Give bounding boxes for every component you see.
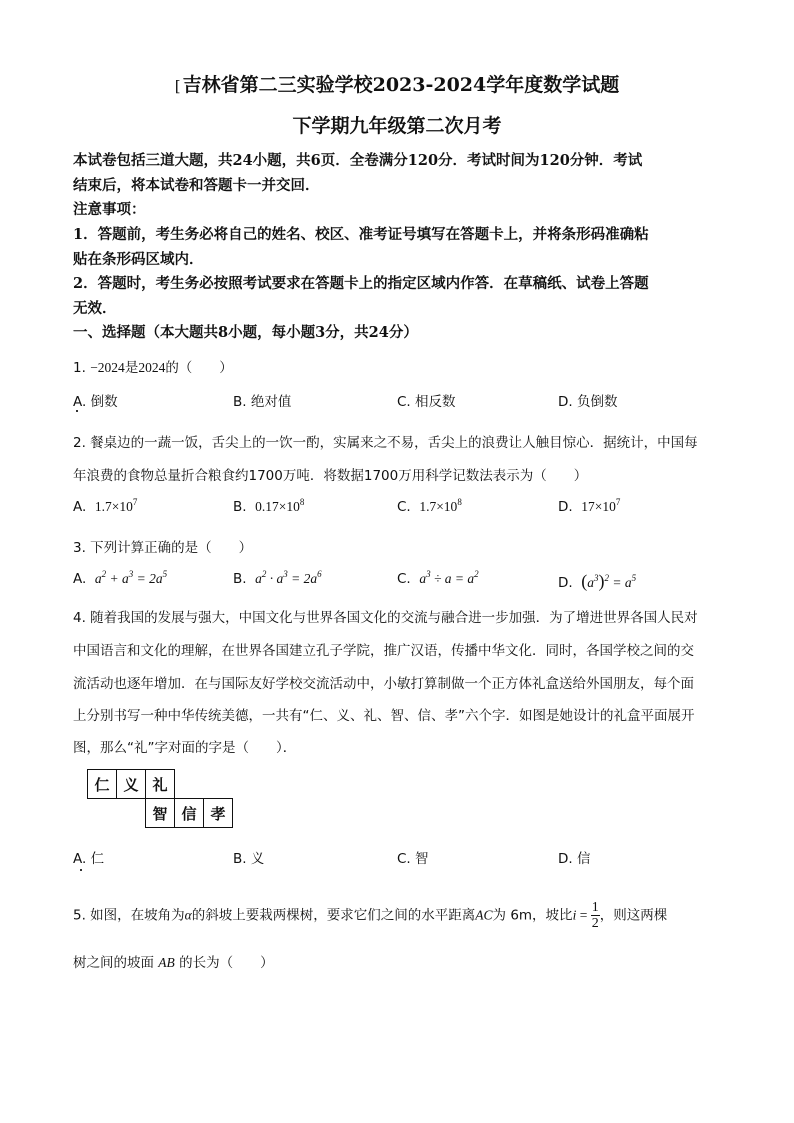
- net-cell-zhi: 智: [145, 798, 175, 828]
- net-cell-xin: 信: [174, 798, 204, 828]
- intro-line2: 结束后，将本试卷和答题卡一并交回．: [73, 177, 320, 194]
- q3-option-a-letter: A.: [73, 571, 87, 587]
- q1-option-c[interactable]: C. 相反数: [397, 394, 456, 410]
- artifact-dot: [76, 410, 78, 412]
- net-cell-xiao: 孝: [203, 798, 233, 828]
- q1-option-b[interactable]: B. 绝对值: [233, 394, 292, 410]
- q4-option-b[interactable]: B. 义: [233, 851, 265, 867]
- q5-ac: AC: [475, 907, 493, 923]
- q2-line1: 2. 餐桌边的一蔬一饭，舌尖上的一饮一酌，实属来之不易，舌尖上的浪费让人触目惊心．据统计，中国每: [73, 435, 698, 451]
- q5-part1: 5. 如图，在坡角为: [73, 907, 185, 924]
- q5-part4: ，则这两棵: [599, 907, 668, 924]
- q4-line3: 流活动也逐年增加．在与国际友好学校交流活动中，小敏打算制做一个正方体礼盒送给外国朋友，每个面: [73, 676, 694, 692]
- q3-option-a-formula: $a^2 + a^3 = 2a^5$: [94, 569, 168, 586]
- q4-option-a[interactable]: A. 仁: [73, 851, 105, 867]
- net-cell-yi: 义: [116, 769, 146, 799]
- q5-line2-b: 的长为（ ）: [179, 955, 274, 971]
- q3-option-b[interactable]: [233, 571, 322, 587]
- q5-ratio-eq: =: [576, 907, 591, 923]
- q2-option-c-base: 1.7×10: [419, 499, 458, 514]
- q3-option-c-formula: $a^3 \div a = a^2$: [419, 569, 479, 586]
- q1-mid: 是: [124, 360, 139, 376]
- q4-line1: 4. 随着我国的发展与强大，中国文化与世界各国文化的交流与融合进一步加强．为了增进世界各国人民对: [73, 610, 698, 626]
- q5-line2-a: 树之间的坡面: [73, 955, 154, 971]
- q3-stem: 3. 下列计算正确的是（ ）: [73, 540, 253, 556]
- net-cell-ren: 仁: [87, 769, 117, 799]
- q1-expr-b: 2024: [138, 360, 166, 375]
- q2-option-a-exp: 7: [132, 497, 138, 507]
- q2-option-d-exp: 7: [615, 497, 621, 507]
- q1-number: 1.: [73, 360, 86, 376]
- q3-option-d-formula: $(a^3)^2 = a^5$: [581, 571, 637, 591]
- title-bracket-mark: [: [174, 77, 181, 95]
- q2-option-a-letter: A.: [73, 499, 87, 515]
- q5-part3: 为 6m，坡比: [492, 907, 573, 924]
- q4-line2: 中国语言和文化的理解，在世界各国建立孔子学院，推广汉语，传播中华文化．同时，各国学校之间的交: [73, 643, 694, 659]
- q2-option-c[interactable]: [397, 499, 462, 515]
- q2-option-a[interactable]: [73, 499, 137, 515]
- q5-line1: [73, 900, 667, 931]
- q1-option-a[interactable]: A. 倒数: [73, 394, 118, 410]
- q5-fraction: [591, 900, 600, 931]
- q4-option-c[interactable]: C. 智: [397, 851, 429, 867]
- q2-option-b-letter: B.: [233, 499, 247, 515]
- q3-option-a[interactable]: [73, 571, 167, 587]
- q3-option-d-letter: D.: [558, 575, 573, 591]
- q5-ratio-var: i: [572, 907, 577, 923]
- q2-option-b[interactable]: [233, 499, 304, 515]
- q3-option-b-letter: B.: [233, 571, 247, 587]
- notice1-line1: 1．答题前，考生务必将自己的姓名、校区、准考证号填写在答题卡上，并将条形码准确粘: [73, 226, 649, 243]
- notice2-line1: 2．答题时，考生务必按照考试要求在答题卡上的指定区域内作答．在草稿纸、试卷上答题: [73, 275, 649, 292]
- q2-option-b-base: 0.17×10: [255, 499, 300, 514]
- q4-option-d[interactable]: D. 信: [558, 851, 591, 867]
- q3-option-c[interactable]: [397, 571, 479, 587]
- net-cell-li: 礼: [145, 769, 175, 799]
- q2-option-d[interactable]: [558, 499, 620, 515]
- notice2-line2: 无效．: [73, 300, 117, 317]
- q1-stem: [73, 356, 233, 376]
- q1-expr-a: −2024: [90, 360, 125, 375]
- q4-line4: 上分别书写一种中华传统美德，一共有“仁、义、礼、智、信、孝”六个字．如图是她设计的礼盒平面展开: [73, 708, 695, 724]
- q5-alpha: α: [184, 907, 192, 923]
- q5-part2: 的斜坡上要栽两棵树，要求它们之间的水平距离: [191, 907, 476, 924]
- q3-option-c-letter: C.: [397, 571, 411, 587]
- q2-option-b-exp: 8: [299, 497, 305, 507]
- q3-option-b-formula: $a^2 \cdot a^3 = 2a^6$: [255, 569, 322, 586]
- q2-line2: 年浪费的食物总量折合粮食约1700万吨．将数据1700万用科学记数法表示为（ ）: [73, 468, 588, 484]
- q5-frac-num: 1: [591, 900, 599, 915]
- q2-option-a-base: 1.7×10: [94, 499, 133, 514]
- q1-tail: 的（ ）: [165, 360, 233, 376]
- q3-option-d[interactable]: [558, 571, 636, 592]
- q2-option-d-letter: D.: [558, 499, 573, 515]
- exam-title: 吉林省第二三实验学校2023-2024学年度数学试题: [182, 74, 620, 96]
- q5-frac-den: 2: [591, 916, 599, 931]
- section1-heading: 一、选择题（本大题共8小题，每小题3分，共24分）: [73, 324, 418, 341]
- q2-option-d-base: 17×10: [581, 499, 616, 514]
- exam-subtitle: 下学期九年级第二次月考: [292, 115, 502, 137]
- q2-option-c-letter: C.: [397, 499, 411, 515]
- intro-line1: 本试卷包括三道大题，共24小题，共6页．全卷满分120分．考试时间为120分钟．考试: [73, 152, 643, 169]
- notice1-line2: 贴在条形码区域内．: [73, 251, 204, 268]
- q5-ab: AB: [158, 955, 175, 970]
- q1-option-d[interactable]: D. 负倒数: [558, 394, 618, 410]
- q2-option-c-exp: 8: [457, 497, 462, 507]
- q4-line5: 图，那么“礼”字对面的字是（ ）．: [73, 740, 297, 756]
- q5-line2: [73, 951, 274, 971]
- notice-heading: 注意事项：: [73, 201, 146, 218]
- exam-title-line1: [0, 70, 794, 97]
- artifact-dot: [80, 869, 82, 871]
